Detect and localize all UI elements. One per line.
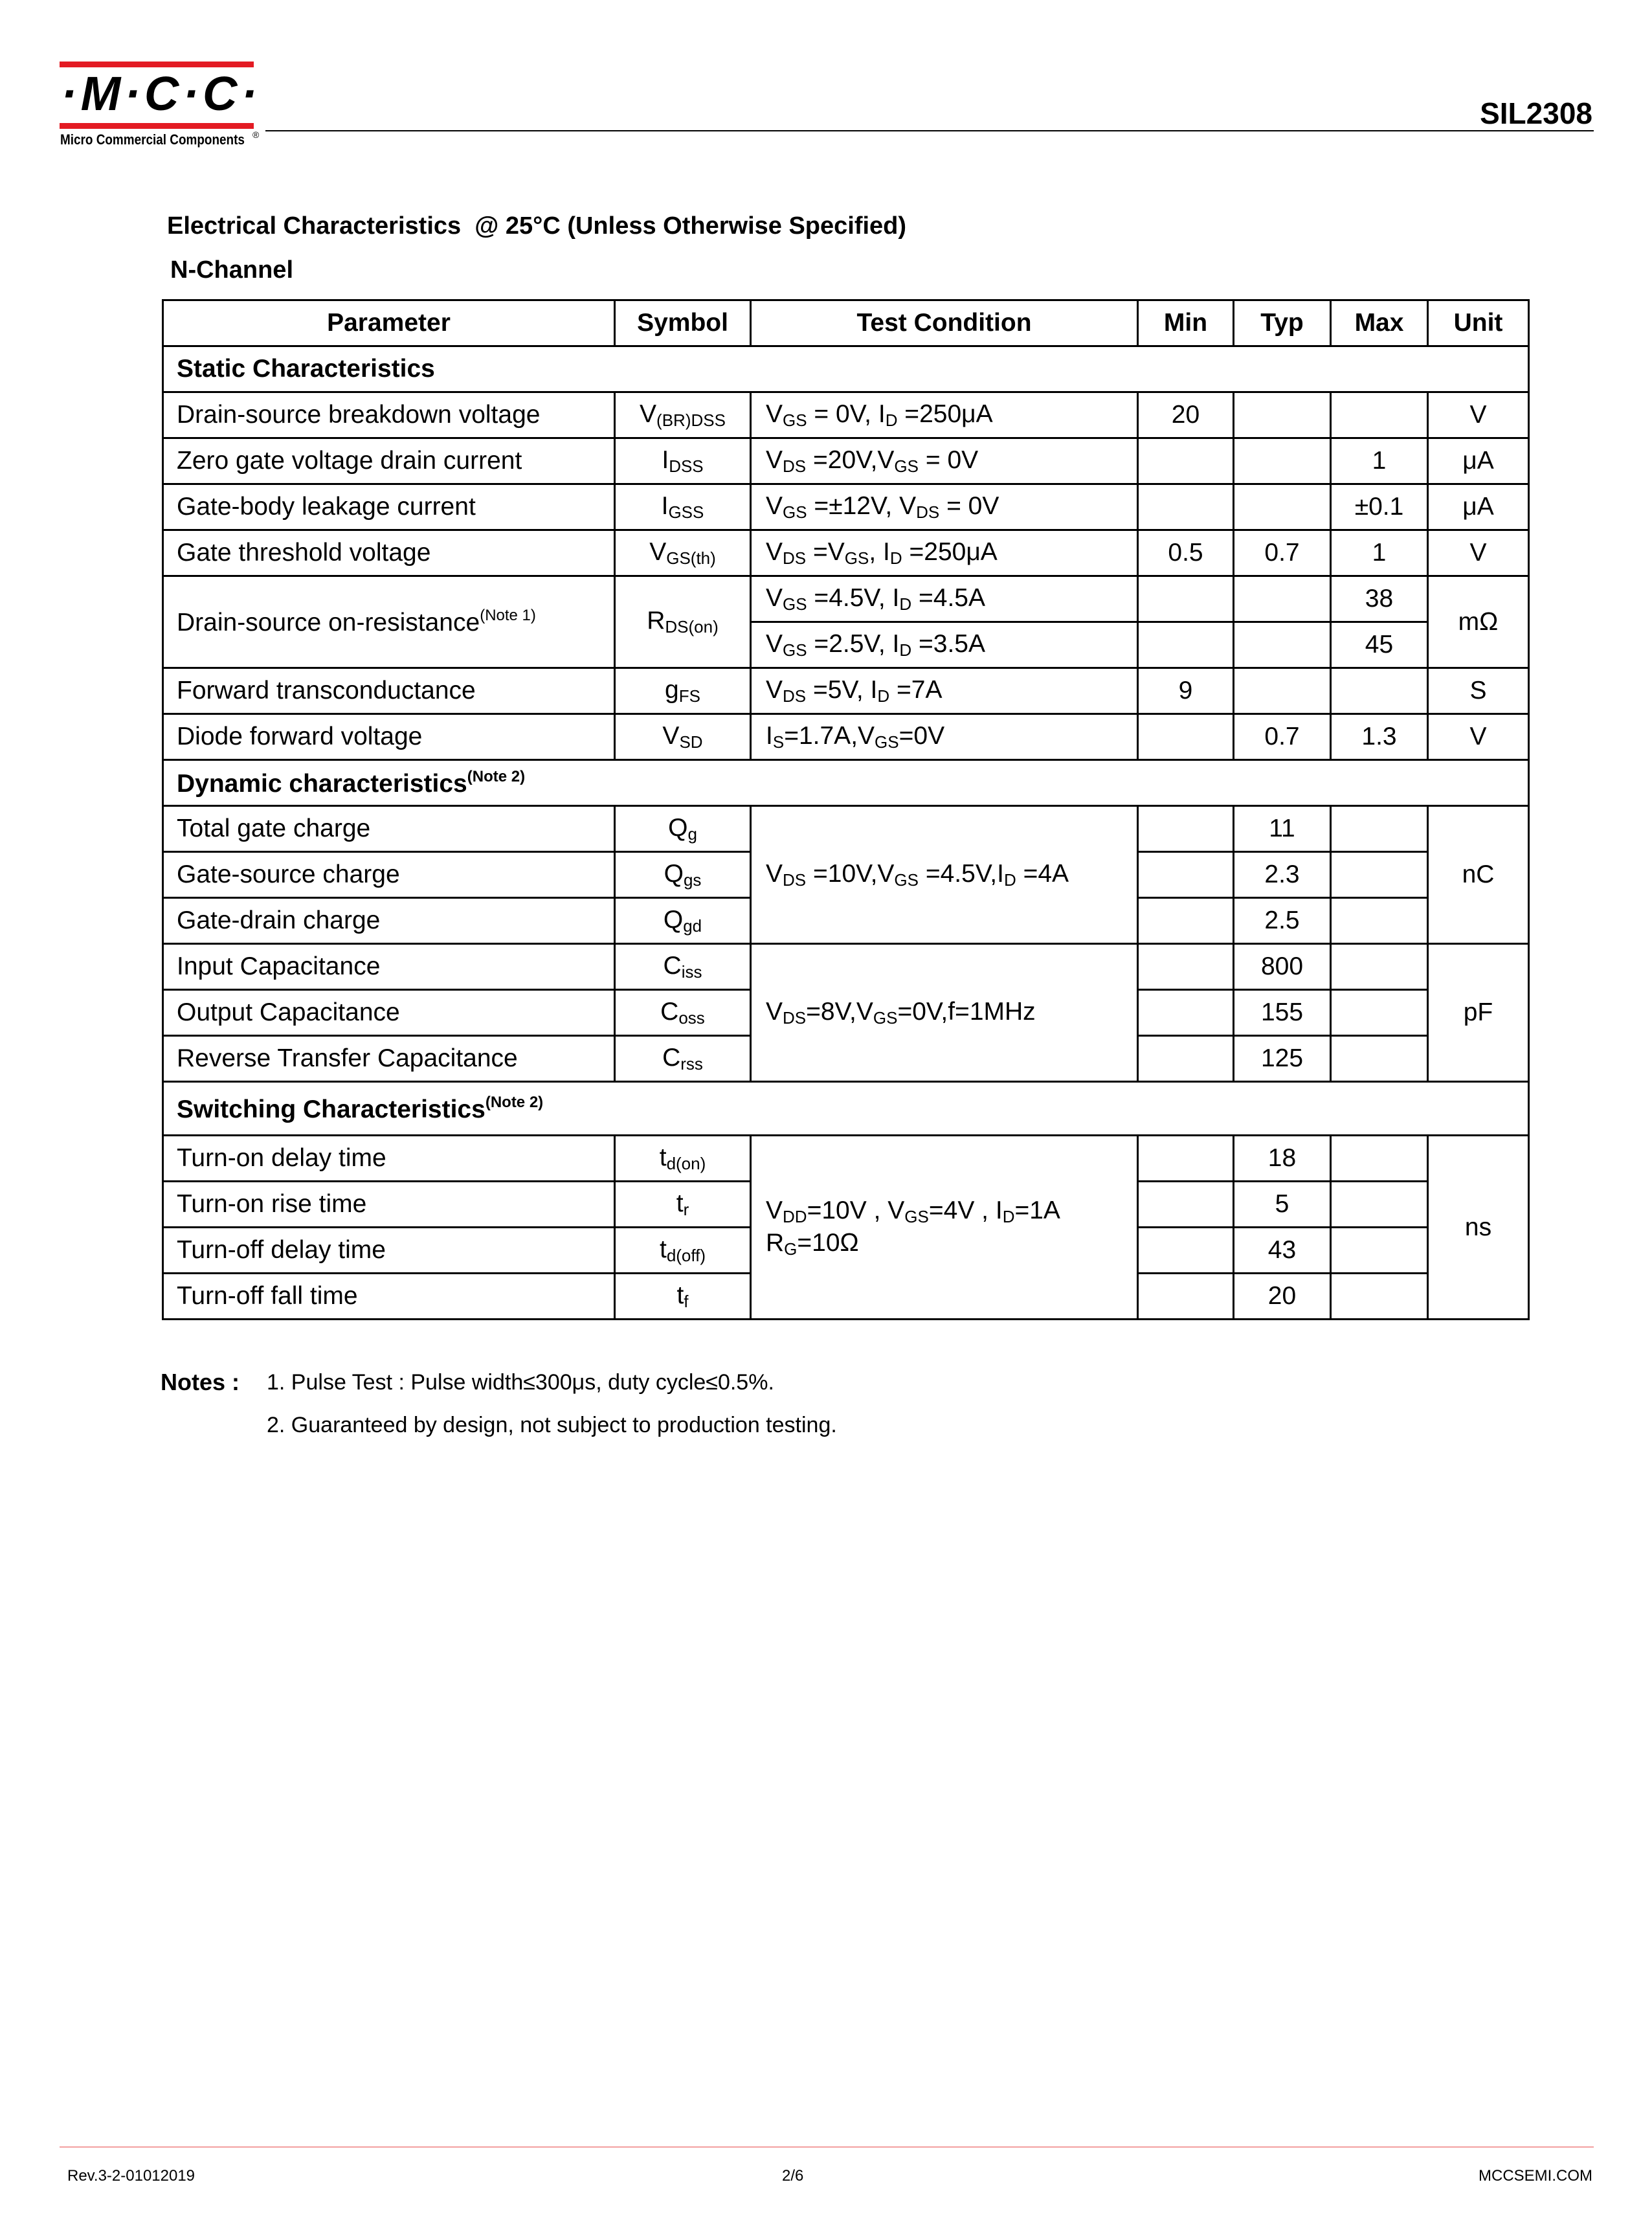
- param-cell: Diode forward voltage: [163, 714, 615, 760]
- param-cell: Zero gate voltage drain current: [163, 438, 615, 484]
- param-cell: Turn-off delay time: [163, 1228, 615, 1274]
- min-cell: 20: [1138, 392, 1234, 438]
- electrical-characteristics-table: [162, 299, 1530, 1320]
- min-cell: [1138, 1036, 1234, 1082]
- unit-cell: μA: [1428, 438, 1529, 484]
- typ-cell: 20: [1234, 1274, 1331, 1320]
- section-subtitle: N-Channel: [170, 256, 293, 284]
- symbol-cell: $I_{DSS}$: [615, 438, 751, 484]
- symbol-cell: $t_{d(on)}$: [615, 1136, 751, 1182]
- footer-rule: [60, 2146, 1594, 2148]
- header-symbol: Symbol: [615, 300, 751, 346]
- unit-cell: ns: [1428, 1136, 1529, 1320]
- condition-cell: $V_{DS} =5V$, $I_D =7A$: [751, 668, 1138, 714]
- company-name: Micro Commercial Components: [60, 131, 245, 148]
- condition-cell: $I_S=1.7A,V_{GS}=0V$: [751, 714, 1138, 760]
- typ-cell: 18: [1234, 1136, 1331, 1182]
- min-cell: [1138, 714, 1234, 760]
- typ-cell: 2.3: [1234, 852, 1331, 898]
- table-row: [163, 806, 1529, 852]
- unit-cell: V: [1428, 392, 1529, 438]
- header-max: Max: [1331, 300, 1428, 346]
- typ-cell: 125: [1234, 1036, 1331, 1082]
- table-row: [163, 1136, 1529, 1182]
- param-cell: Output Capacitance: [163, 990, 615, 1036]
- min-cell: [1138, 898, 1234, 944]
- min-cell: [1138, 806, 1234, 852]
- footer-website: MCCSEMI.COM: [1479, 2167, 1592, 2185]
- max-cell: 1.3: [1331, 714, 1428, 760]
- param-cell: Gate threshold voltage: [163, 530, 615, 576]
- symbol-cell: $Q_g$: [615, 806, 751, 852]
- min-cell: [1138, 1136, 1234, 1182]
- max-cell: 1: [1331, 438, 1428, 484]
- max-cell: [1331, 806, 1428, 852]
- registered-mark: ®: [252, 129, 260, 140]
- max-cell: 38: [1331, 576, 1428, 622]
- symbol-cell: $V_{(BR)DSS}$: [615, 392, 751, 438]
- param-cell: Gate-source charge: [163, 852, 615, 898]
- typ-cell: 155: [1234, 990, 1331, 1036]
- min-cell: 9: [1138, 668, 1234, 714]
- table-row: [163, 714, 1529, 760]
- condition-cell: $V_{DD}=10V$ , $V_{GS}=4V$ , $I_D=1A$ $R_G=10\Omega$: [751, 1136, 1138, 1320]
- max-cell: 1: [1331, 530, 1428, 576]
- typ-cell: 43: [1234, 1228, 1331, 1274]
- param-cell: Gate-body leakage current: [163, 484, 615, 530]
- min-cell: [1138, 1182, 1234, 1228]
- switching-title: Switching Characteristics$^{(Note 2)}$: [163, 1082, 1529, 1136]
- typ-cell: [1234, 484, 1331, 530]
- typ-cell: [1234, 622, 1331, 668]
- min-cell: 0.5: [1138, 530, 1234, 576]
- condition-cell: $V_{GS} =4.5V$, $I_D =4.5A$: [751, 576, 1138, 622]
- param-cell: Forward transconductance: [163, 668, 615, 714]
- typ-cell: [1234, 668, 1331, 714]
- unit-cell: S: [1428, 668, 1529, 714]
- unit-cell: mΩ: [1428, 576, 1529, 668]
- note-1: 1. Pulse Test : Pulse width≤300μs, duty cycle≤0.5%.: [267, 1370, 774, 1395]
- unit-cell: μA: [1428, 484, 1529, 530]
- symbol-cell: $I_{GSS}$: [615, 484, 751, 530]
- section-row-switching: [163, 1082, 1529, 1136]
- max-cell: 45: [1331, 622, 1428, 668]
- param-cell: Input Capacitance: [163, 944, 615, 990]
- param-cell: Turn-on delay time: [163, 1136, 615, 1182]
- param-cell: Turn-on rise time: [163, 1182, 615, 1228]
- section-row-dynamic: [163, 760, 1529, 806]
- min-cell: [1138, 944, 1234, 990]
- table-header-row: [163, 300, 1529, 346]
- min-cell: [1138, 576, 1234, 622]
- min-cell: [1138, 1228, 1234, 1274]
- min-cell: [1138, 852, 1234, 898]
- condition-cell: $V_{DS} =V_{GS}$, $I_D =250\mu A$: [751, 530, 1138, 576]
- min-cell: [1138, 990, 1234, 1036]
- condition-cell: $V_{DS}=8V,V_{GS}=0V,f=1MHz$: [751, 944, 1138, 1082]
- max-cell: [1331, 1182, 1428, 1228]
- max-cell: [1331, 1228, 1428, 1274]
- footer-page: 2/6: [782, 2167, 804, 2185]
- typ-cell: 0.7: [1234, 714, 1331, 760]
- typ-cell: 5: [1234, 1182, 1331, 1228]
- min-cell: [1138, 1274, 1234, 1320]
- param-cell: Drain-source on-resistance$^{(Note 1)}$: [163, 576, 615, 668]
- max-cell: [1331, 944, 1428, 990]
- dynamic-title: Dynamic characteristics$^{(Note 2)}$: [163, 760, 1529, 806]
- max-cell: [1331, 1036, 1428, 1082]
- symbol-cell: $C_{oss}$: [615, 990, 751, 1036]
- symbol-cell: $Q_{gd}$: [615, 898, 751, 944]
- header-min: Min: [1138, 300, 1234, 346]
- typ-cell: 0.7: [1234, 530, 1331, 576]
- min-cell: [1138, 622, 1234, 668]
- symbol-cell: $V_{GS(th)}$: [615, 530, 751, 576]
- max-cell: [1331, 898, 1428, 944]
- table-row: [163, 484, 1529, 530]
- table-row: [163, 576, 1529, 622]
- typ-cell: 2.5: [1234, 898, 1331, 944]
- param-cell: Reverse Transfer Capacitance: [163, 1036, 615, 1082]
- typ-cell: [1234, 438, 1331, 484]
- symbol-cell: $C_{iss}$: [615, 944, 751, 990]
- logo-bottom-bar: [60, 123, 254, 129]
- typ-cell: 11: [1234, 806, 1331, 852]
- symbol-cell: $V_{SD}$: [615, 714, 751, 760]
- min-cell: [1138, 484, 1234, 530]
- condition-cell: $V_{DS} =10V,V_{GS} =4.5V,I_D =4A$: [751, 806, 1138, 944]
- static-title: Static Characteristics: [163, 346, 1529, 392]
- table-row: [163, 530, 1529, 576]
- header-test-condition: Test Condition: [751, 300, 1138, 346]
- section-title: Electrical Characteristics @ 25°C (Unless Otherwise Specified): [167, 212, 907, 240]
- table-row: [163, 438, 1529, 484]
- symbol-cell: $t_{d(off)}$: [615, 1228, 751, 1274]
- part-number: SIL2308: [1480, 96, 1592, 130]
- symbol-cell: $Q_{gs}$: [615, 852, 751, 898]
- typ-cell: 800: [1234, 944, 1331, 990]
- param-cell: Drain-source breakdown voltage: [163, 392, 615, 438]
- notes-label: Notes :: [161, 1369, 240, 1395]
- symbol-cell: $t_f$: [615, 1274, 751, 1320]
- symbol-cell: $R_{DS(on)}$: [615, 576, 751, 668]
- param-cell: Turn-off fall time: [163, 1274, 615, 1320]
- max-cell: [1331, 668, 1428, 714]
- param-cell: Gate-drain charge: [163, 898, 615, 944]
- max-cell: [1331, 852, 1428, 898]
- param-cell: Total gate charge: [163, 806, 615, 852]
- table-row: [163, 392, 1529, 438]
- unit-cell: nC: [1428, 806, 1529, 944]
- header-parameter: Parameter: [163, 300, 615, 346]
- table-row: [163, 944, 1529, 990]
- unit-cell: V: [1428, 714, 1529, 760]
- condition-cell: $V_{GS} =\pm 12V$, $V_{DS} = 0V$: [751, 484, 1138, 530]
- symbol-cell: $t_r$: [615, 1182, 751, 1228]
- unit-cell: pF: [1428, 944, 1529, 1082]
- header-unit: Unit: [1428, 300, 1529, 346]
- max-cell: [1331, 990, 1428, 1036]
- header-typ: Typ: [1234, 300, 1331, 346]
- unit-cell: V: [1428, 530, 1529, 576]
- footer-revision: Rev.3-2-01012019: [67, 2167, 195, 2185]
- max-cell: [1331, 1274, 1428, 1320]
- max-cell: [1331, 392, 1428, 438]
- company-logo: [61, 67, 262, 120]
- logo-text: ·M·C·C·: [61, 67, 262, 120]
- table-row: [163, 668, 1529, 714]
- typ-cell: [1234, 392, 1331, 438]
- typ-cell: [1234, 576, 1331, 622]
- max-cell: [1331, 1136, 1428, 1182]
- section-row-static: [163, 346, 1529, 392]
- min-cell: [1138, 438, 1234, 484]
- note-2: 2. Guaranteed by design, not subject to production testing.: [267, 1413, 837, 1437]
- condition-cell: $V_{GS} =2.5V$, $I_D =3.5A$: [751, 622, 1138, 668]
- header-rule: [265, 130, 1594, 131]
- max-cell: ±0.1: [1331, 484, 1428, 530]
- condition-cell: $V_{DS} =20V,V_{GS} = 0V$: [751, 438, 1138, 484]
- symbol-cell: $g_{FS}$: [615, 668, 751, 714]
- symbol-cell: $C_{rss}$: [615, 1036, 751, 1082]
- condition-cell: $V_{GS} = 0V$, $I_D =250\mu A$: [751, 392, 1138, 438]
